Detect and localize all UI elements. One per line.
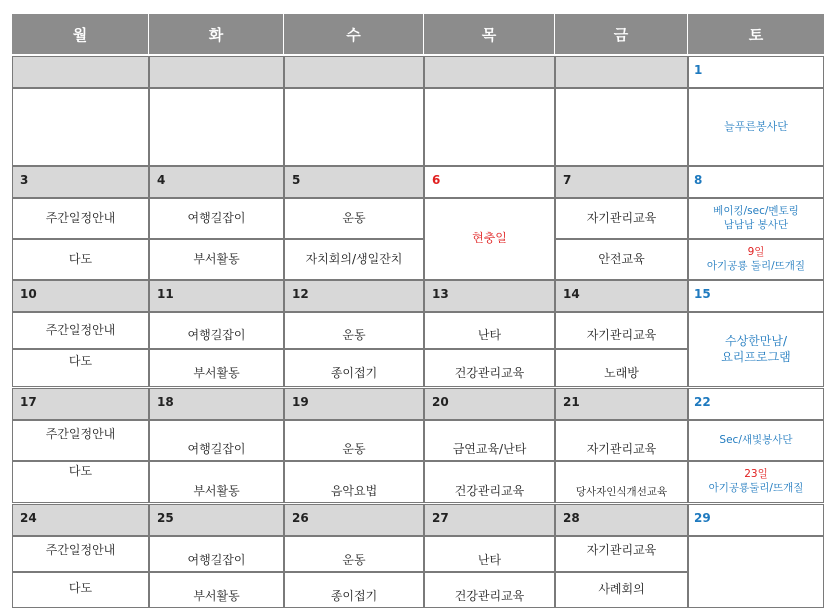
event-label: 자치회의/생일잔치 (305, 251, 403, 266)
saturday-event (688, 312, 824, 387)
date-number: 17 (20, 395, 37, 409)
event-label: 부서활동 (193, 251, 240, 266)
date-number: 15 (694, 287, 711, 301)
event-label: 건강관리교육 (454, 366, 525, 381)
event-cell (555, 349, 688, 387)
date-number: 24 (20, 511, 37, 525)
date-number: 7 (563, 173, 572, 187)
day-row-cell (12, 56, 149, 88)
event-cell (424, 349, 555, 387)
event-date-label: 23일 (744, 468, 768, 481)
monthly-calendar (12, 14, 824, 608)
event-label: 부서활동 (193, 484, 240, 499)
day-row-cell (149, 56, 284, 88)
event-cell (149, 572, 284, 608)
event-cell (555, 420, 688, 461)
event-cell (284, 536, 424, 572)
header-saturday: 토 (688, 14, 824, 54)
event-cell (424, 572, 555, 608)
event-cell (149, 461, 284, 503)
event-cell (555, 461, 688, 503)
event-cell (149, 239, 284, 280)
date-number: 3 (20, 173, 29, 187)
header-tuesday: 화 (149, 14, 284, 54)
event-cell (149, 420, 284, 461)
event-label: 다도 (68, 354, 93, 368)
event-label: 여행길잡이 (187, 442, 246, 457)
date-number: 27 (432, 511, 449, 525)
event-cell (555, 572, 688, 608)
event-label: 늘푸른봉사단 (724, 119, 788, 133)
date-number: 20 (432, 395, 449, 409)
day-row-cell (424, 166, 555, 198)
date-number: 26 (292, 511, 309, 525)
event-label: 종이접기 (330, 366, 378, 381)
event-label: 건강관리교육 (454, 484, 525, 499)
day-row-cell (284, 166, 424, 198)
event-label: 운동 (342, 442, 366, 457)
event-cell (555, 88, 688, 166)
header-friday: 금 (555, 14, 688, 54)
day-row-cell (424, 56, 555, 88)
event-cell (12, 349, 149, 387)
event-label: 당사자인식개선교육 (575, 486, 668, 499)
event-label: 금연교육/난타 (452, 442, 527, 457)
event-label: 다도 (68, 464, 93, 478)
event-label: 안전교육 (598, 251, 645, 266)
event-label: 베이킹/sec/멘토링 (713, 204, 799, 217)
event-label: 난타 (477, 553, 502, 568)
event-cell (12, 239, 149, 280)
saturday-event (688, 88, 824, 166)
date-number: 1 (694, 63, 703, 77)
event-cell (555, 536, 688, 572)
holiday-cell (424, 198, 555, 280)
event-label: 주간일정안내 (45, 427, 116, 441)
day-row-cell (284, 56, 424, 88)
event-label: 부서활동 (193, 366, 240, 381)
event-label: 건강관리교육 (454, 589, 525, 604)
event-label: 자기관리교육 (586, 328, 657, 343)
event-label: 여행길잡이 (187, 210, 246, 225)
event-label: 다도 (68, 251, 93, 266)
event-label: 운동 (342, 328, 366, 343)
day-row-cell (12, 166, 149, 198)
event-cell (555, 198, 688, 239)
date-number: 12 (292, 287, 309, 301)
event-label: 사례회의 (598, 582, 645, 597)
event-label: 남남남 봉사단 (723, 218, 789, 231)
event-cell (424, 461, 555, 503)
event-date-label: 9일 (747, 245, 765, 258)
event-label: 주간일정안내 (45, 322, 116, 337)
event-cell (12, 420, 149, 461)
day-row-cell (555, 166, 688, 198)
date-number: 4 (157, 173, 166, 187)
event-label: 난타 (477, 328, 502, 343)
date-number: 18 (157, 395, 174, 409)
event-label: 다도 (68, 581, 93, 595)
event-label: 아기공룡둘리/뜨개질 (708, 482, 804, 494)
event-label: 운동 (342, 553, 366, 568)
event-label: 종이접기 (330, 589, 378, 604)
date-number: 28 (563, 511, 580, 525)
event-cell (12, 572, 149, 608)
event-cell (284, 239, 424, 280)
date-number: 14 (563, 287, 580, 301)
holiday-label: 현충일 (472, 231, 507, 246)
day-row-cell (555, 56, 688, 88)
event-label: 부서활동 (193, 589, 240, 604)
date-number: 8 (694, 173, 703, 187)
date-number: 25 (157, 511, 174, 525)
date-number: 13 (432, 287, 449, 301)
event-label: 여행길잡이 (187, 328, 246, 343)
date-number: 29 (694, 511, 711, 525)
event-label: 노래방 (604, 366, 639, 381)
day-row-cell (149, 166, 284, 198)
date-number: 5 (292, 173, 301, 187)
date-number: 21 (563, 395, 580, 409)
event-cell (424, 420, 555, 461)
event-label: 주간일정안내 (45, 543, 116, 557)
date-number: 19 (292, 395, 309, 409)
event-cell (149, 88, 284, 166)
event-cell (12, 536, 149, 572)
event-label: 자기관리교육 (586, 543, 657, 557)
saturday-event (688, 239, 824, 280)
event-label: 여행길잡이 (187, 553, 246, 568)
event-cell (424, 312, 555, 349)
event-label: 음악요법 (330, 484, 378, 499)
event-label: Sec/새빛봉사단 (719, 433, 793, 446)
event-cell (284, 572, 424, 608)
event-cell (12, 461, 149, 503)
event-cell (149, 536, 284, 572)
event-cell (284, 349, 424, 387)
date-number: 22 (694, 395, 711, 409)
saturday-event (688, 198, 824, 239)
event-cell (12, 198, 149, 239)
date-number: 11 (157, 287, 174, 301)
header-wednesday: 수 (284, 14, 424, 54)
event-label: 주간일정안내 (45, 210, 116, 225)
event-label: 운동 (342, 210, 366, 225)
header-monday: 월 (12, 14, 149, 54)
saturday-event (688, 420, 824, 461)
event-cell (149, 198, 284, 239)
event-label: 자기관리교육 (586, 442, 657, 457)
event-label: 자기관리교육 (586, 210, 657, 225)
event-label: 아기공룡 둘리/뜨개질 (706, 259, 806, 272)
header-thursday: 목 (424, 14, 555, 54)
event-cell (284, 198, 424, 239)
event-cell (284, 420, 424, 461)
event-cell (149, 349, 284, 387)
day-row-cell (688, 166, 824, 198)
event-cell (12, 312, 149, 349)
event-cell (284, 461, 424, 503)
event-cell (284, 88, 424, 166)
date-number: 6 (432, 173, 441, 187)
event-cell (424, 88, 555, 166)
event-cell (555, 239, 688, 280)
event-cell (688, 536, 824, 608)
event-cell (149, 312, 284, 349)
event-cell (555, 312, 688, 349)
date-number: 10 (20, 287, 37, 301)
event-label: 요리프로그램 (721, 349, 791, 364)
day-row-cell (688, 56, 824, 88)
event-cell (12, 88, 149, 166)
event-cell (284, 312, 424, 349)
event-label: 수상한만남/ (724, 333, 787, 348)
saturday-event (688, 461, 824, 503)
event-cell (424, 536, 555, 572)
